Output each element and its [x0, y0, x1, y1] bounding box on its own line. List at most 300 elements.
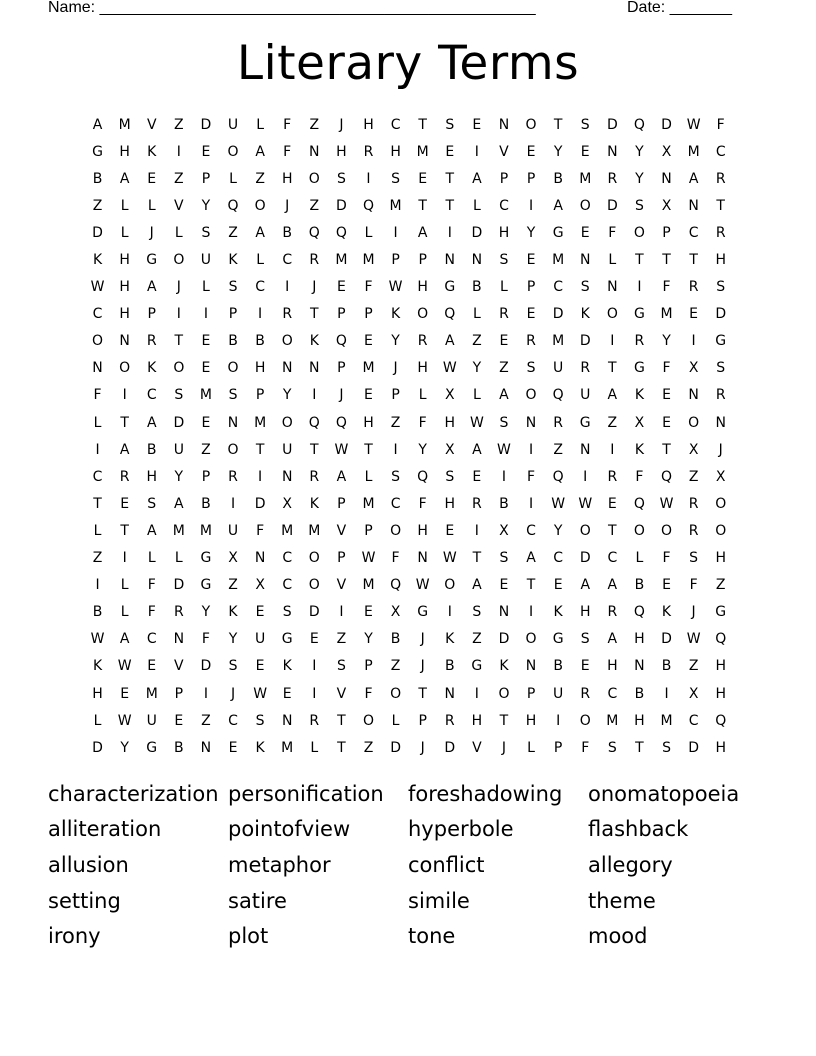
grid-letter: I [474, 522, 479, 539]
grid-letter: H [417, 279, 428, 296]
grid-letter: T [310, 441, 319, 458]
grid-letter: R [580, 360, 591, 377]
grid-letter: G [552, 224, 564, 241]
grid-letter: G [579, 414, 591, 431]
grid-letter: A [119, 441, 130, 458]
grid-letter: L [635, 550, 644, 567]
grid-letter: E [255, 604, 265, 621]
grid-letter: Q [308, 414, 320, 431]
grid-letter: E [364, 604, 373, 621]
grid-letter: E [201, 414, 211, 431]
grid-letter: K [634, 441, 645, 458]
grid-letter: T [608, 522, 617, 539]
grid-letter: T [526, 577, 536, 594]
grid-letter: F [527, 468, 536, 485]
grid-letter: O [390, 685, 402, 702]
grid-letter: H [119, 143, 130, 160]
grid-letter: P [337, 360, 346, 377]
grid-letter: O [92, 333, 104, 350]
grid-letter: I [258, 468, 263, 485]
grid-letter: N [525, 414, 537, 431]
grid-letter: Y [472, 360, 482, 377]
grid-letter: H [715, 739, 726, 756]
grid-letter: R [553, 414, 563, 431]
grid-letter: N [200, 739, 212, 756]
grid-letter: U [553, 685, 564, 702]
grid-letter: Q [362, 197, 374, 214]
grid-letter: H [471, 712, 483, 729]
word-bank-item: alliteration [48, 817, 162, 842]
grid-letter: W [117, 712, 132, 729]
grid-letter: J [718, 441, 723, 458]
grid-letter: H [715, 658, 726, 675]
grid-letter: C [282, 577, 293, 594]
grid-letter: M [145, 685, 158, 702]
grid-letter: A [472, 577, 482, 594]
grid-letter: N [227, 414, 239, 431]
worksheet-title: Literary Terms [236, 36, 580, 91]
grid-letter: Y [364, 631, 373, 648]
grid-letter: A [255, 143, 265, 160]
grid-letter: C [92, 468, 103, 485]
grid-letter: I [610, 333, 615, 350]
grid-letter: P [418, 252, 427, 269]
grid-letter: X [444, 387, 455, 404]
grid-letter: E [364, 387, 373, 404]
grid-letter: W [90, 279, 105, 296]
grid-letter: L [472, 197, 481, 214]
grid-letter: Q [633, 116, 645, 133]
grid-letter: E [309, 631, 319, 648]
grid-letter: W [469, 414, 484, 431]
grid-letter: C [688, 224, 699, 241]
grid-letter: N [309, 143, 320, 160]
grid-letter: H [119, 279, 130, 296]
grid-letter: T [120, 522, 129, 539]
grid-letter: O [498, 685, 510, 702]
grid-letter: O [525, 387, 537, 404]
grid-letter: A [146, 522, 157, 539]
grid-letter: Z [607, 414, 618, 431]
grid-letter: P [201, 468, 211, 485]
grid-letter: D [606, 197, 618, 214]
grid-letter: S [662, 739, 671, 756]
word-bank-item: satire [228, 888, 287, 913]
grid-letter: T [635, 252, 644, 269]
grid-letter: Z [390, 414, 401, 431]
grid-letter: A [417, 224, 428, 241]
grid-letter: E [580, 143, 590, 160]
grid-letter: R [309, 468, 320, 485]
grid-letter: K [309, 333, 319, 350]
grid-letter: B [472, 279, 482, 296]
grid-letter: E [553, 577, 563, 594]
grid-letter: O [688, 414, 700, 431]
grid-letter: R [119, 468, 130, 485]
grid-letter: H [281, 170, 293, 187]
grid-letter: Y [553, 143, 563, 160]
grid-letter: W [442, 550, 457, 567]
grid-letter: T [553, 116, 563, 133]
grid-letter: Z [92, 197, 103, 214]
grid-letter: D [552, 306, 564, 323]
grid-letter: F [716, 116, 725, 133]
grid-letter: O [715, 522, 727, 539]
grid-letter: O [525, 631, 537, 648]
grid-letter: F [283, 143, 292, 160]
grid-letter: M [687, 143, 700, 160]
grid-letter: L [174, 224, 183, 241]
grid-letter: E [201, 143, 211, 160]
grid-letter: A [688, 170, 699, 187]
grid-letter: E [228, 739, 238, 756]
grid-letter: S [255, 712, 265, 729]
grid-letter: Z [174, 170, 184, 187]
grid-letter: Z [201, 712, 211, 729]
grid-letter: A [92, 116, 103, 133]
grid-letter: L [608, 252, 617, 269]
grid-letter: S [526, 360, 536, 377]
grid-letter: H [634, 712, 645, 729]
grid-letter: N [607, 143, 618, 160]
word-bank-item: metaphor [228, 852, 331, 877]
grid-letter: T [120, 414, 129, 431]
grid-letter: K [499, 658, 509, 675]
grid-letter: T [174, 333, 184, 350]
grid-letter: F [581, 739, 590, 756]
grid-letter: F [662, 550, 671, 567]
grid-letter: E [526, 252, 536, 269]
grid-letter: Z [472, 631, 482, 648]
grid-letter: H [444, 414, 456, 431]
grid-letter: T [635, 739, 644, 756]
grid-letter: X [661, 143, 672, 160]
grid-letter: Y [174, 468, 184, 485]
grid-letter: U [254, 631, 266, 648]
grid-letter: P [337, 495, 346, 512]
grid-letter: X [661, 197, 672, 214]
grid-letter: O [281, 333, 293, 350]
grid-letter: E [282, 685, 292, 702]
grid-letter: X [715, 468, 726, 485]
grid-letter: R [282, 306, 293, 323]
grid-letter: K [634, 387, 645, 404]
grid-letter: W [497, 441, 511, 458]
grid-letter: H [146, 468, 157, 485]
grid-letter: C [553, 550, 564, 567]
grid-letter: T [689, 252, 698, 269]
grid-letter: W [415, 577, 430, 594]
grid-letter: W [253, 685, 268, 702]
grid-letter: U [227, 522, 239, 539]
grid-letter: V [146, 116, 157, 133]
grid-letter: X [282, 495, 292, 512]
grid-letter: V [499, 143, 509, 160]
grid-letter: M [552, 252, 565, 269]
grid-letter: L [120, 577, 129, 594]
grid-letter: B [444, 658, 455, 675]
grid-letter: Q [444, 306, 456, 323]
grid-letter: T [337, 739, 346, 756]
grid-letter: U [200, 252, 212, 269]
grid-letter: R [607, 468, 618, 485]
grid-letter: A [336, 468, 347, 485]
grid-letter: O [308, 577, 320, 594]
grid-letter: T [418, 197, 427, 214]
grid-letter: N [498, 116, 510, 133]
grid-letter: Q [308, 224, 320, 241]
grid-letter: N [281, 360, 293, 377]
word-bank-item: personification [228, 781, 384, 806]
grid-letter: A [174, 495, 184, 512]
grid-letter: S [472, 604, 482, 621]
grid-letter: M [308, 522, 321, 539]
grid-letter: P [553, 739, 563, 756]
grid-letter: I [501, 468, 507, 485]
grid-letter: I [393, 441, 398, 458]
grid-letter: L [93, 712, 102, 729]
grid-letter: D [579, 550, 591, 567]
grid-letter: M [281, 739, 294, 756]
grid-letter: O [633, 522, 645, 539]
grid-letter: N [715, 414, 726, 431]
grid-letter: C [499, 197, 509, 214]
grid-letter: E [201, 360, 211, 377]
grid-letter: R [499, 306, 509, 323]
grid-letter: M [579, 170, 592, 187]
grid-letter: A [472, 170, 482, 187]
grid-letter: O [227, 143, 239, 160]
grid-letter: N [498, 604, 510, 621]
grid-letter: K [147, 143, 157, 160]
grid-letter: S [445, 116, 455, 133]
grid-letter: F [662, 279, 671, 296]
grid-letter: E [526, 306, 536, 323]
grid-letter: B [553, 170, 563, 187]
grid-letter: L [229, 170, 237, 187]
grid-letter: G [281, 631, 293, 648]
grid-letter: H [417, 522, 428, 539]
grid-letter: J [285, 197, 290, 214]
grid-letter: Z [336, 631, 347, 648]
grid-letter: I [312, 387, 317, 404]
grid-letter: D [579, 333, 591, 350]
grid-letter: B [661, 658, 672, 675]
grid-letter: K [92, 252, 103, 269]
grid-letter: G [146, 739, 158, 756]
grid-letter: K [309, 495, 319, 512]
grid-letter: P [526, 170, 536, 187]
grid-letter: F [147, 577, 156, 594]
grid-letter: P [147, 306, 156, 323]
grid-letter: K [553, 604, 563, 621]
grid-letter: P [201, 170, 211, 187]
grid-letter: L [391, 712, 400, 729]
grid-letter: I [610, 441, 615, 458]
grid-letter: P [255, 387, 265, 404]
grid-letter: K [661, 604, 672, 621]
grid-letter: P [364, 522, 373, 539]
grid-letter: D [390, 739, 401, 756]
grid-letter: E [526, 143, 536, 160]
grid-letter: O [119, 360, 131, 377]
grid-letter: O [173, 360, 185, 377]
grid-letter: T [472, 550, 482, 567]
grid-letter: X [688, 685, 699, 702]
grid-letter: M [199, 522, 212, 539]
grid-letter: S [228, 387, 238, 404]
grid-letter: A [119, 631, 130, 648]
grid-letter: W [551, 495, 566, 512]
grid-letter: H [715, 550, 726, 567]
grid-letter: L [472, 387, 481, 404]
word-bank-item: allegory [588, 852, 673, 877]
grid-letter: M [281, 522, 294, 539]
grid-letter: I [95, 577, 100, 594]
grid-letter: D [173, 414, 185, 431]
grid-letter: Z [228, 577, 238, 594]
grid-letter: V [336, 577, 347, 594]
grid-letter: J [420, 658, 425, 675]
grid-letter: T [364, 441, 373, 458]
grid-letter: S [174, 387, 184, 404]
grid-letter: A [146, 414, 157, 431]
grid-letter: P [391, 252, 400, 269]
grid-letter: Z [255, 170, 265, 187]
grid-letter: F [147, 604, 156, 621]
grid-letter: Y [201, 604, 211, 621]
grid-letter: Q [633, 495, 645, 512]
grid-letter: U [282, 441, 293, 458]
grid-letter: E [147, 170, 157, 187]
word-bank-item: flashback [588, 817, 689, 842]
grid-letter: N [119, 333, 130, 350]
grid-letter: O [362, 712, 374, 729]
grid-letter: Z [688, 658, 699, 675]
letter-grid [84, 111, 734, 761]
grid-letter: Q [552, 468, 564, 485]
grid-letter: A [146, 279, 157, 296]
grid-letter: B [174, 739, 184, 756]
grid-letter: L [418, 387, 427, 404]
grid-letter: L [93, 414, 102, 431]
grid-letter: L [527, 739, 535, 756]
grid-letter: H [363, 116, 374, 133]
grid-letter: L [364, 468, 373, 485]
grid-letter: S [391, 170, 401, 187]
grid-letter: M [362, 577, 375, 594]
grid-letter: Z [309, 116, 320, 133]
grid-letter: C [715, 143, 726, 160]
grid-letter: A [472, 441, 482, 458]
grid-letter: S [716, 279, 726, 296]
grid-letter: B [201, 495, 211, 512]
grid-letter: J [149, 224, 154, 241]
grid-letter: M [335, 252, 348, 269]
word-bank-item: foreshadowing [408, 781, 563, 806]
grid-letter: N [661, 170, 672, 187]
grid-letter: Q [661, 468, 673, 485]
grid-letter: H [336, 143, 347, 160]
grid-letter: S [499, 414, 509, 431]
grid-letter: R [580, 685, 591, 702]
grid-letter: X [634, 414, 645, 431]
grid-letter: E [472, 468, 482, 485]
grid-letter: K [580, 306, 590, 323]
grid-letter: E [120, 495, 130, 512]
grid-letter: N [173, 631, 185, 648]
grid-letter: H [444, 495, 456, 512]
grid-letter: I [664, 685, 669, 702]
grid-letter: I [230, 495, 236, 512]
word-bank-item: theme [588, 888, 656, 913]
word-bank-item: characterization [48, 781, 219, 806]
grid-letter: Q [335, 224, 347, 241]
grid-letter: M [362, 360, 375, 377]
header-row [48, 0, 740, 18]
grid-letter: O [633, 224, 645, 241]
grid-letter: T [499, 712, 509, 729]
grid-letter: I [691, 333, 696, 350]
grid-letter: H [254, 360, 266, 377]
grid-letter: D [715, 306, 727, 323]
grid-letter: F [93, 387, 102, 404]
grid-letter: Y [282, 387, 292, 404]
grid-letter: E [336, 279, 346, 296]
grid-letter: I [312, 685, 317, 702]
grid-letter: S [499, 252, 509, 269]
grid-letter: R [688, 522, 699, 539]
word-bank-item: hyperbole [408, 817, 514, 842]
grid-letter: G [471, 658, 483, 675]
grid-letter: T [662, 252, 671, 269]
grid-letter: G [444, 279, 456, 296]
grid-letter: K [390, 306, 401, 323]
grid-letter: I [447, 224, 452, 241]
grid-letter: Z [363, 739, 374, 756]
grid-letter: O [579, 522, 591, 539]
grid-letter: B [255, 333, 265, 350]
grid-letter: D [661, 631, 672, 648]
grid-letter: E [445, 522, 455, 539]
grid-letter: C [228, 712, 238, 729]
grid-letter: C [282, 550, 293, 567]
grid-letter: N [579, 252, 591, 269]
grid-letter: O [281, 414, 293, 431]
grid-letter: W [361, 550, 376, 567]
grid-letter: S [336, 658, 346, 675]
grid-letter: S [336, 170, 346, 187]
grid-letter: P [526, 685, 536, 702]
grid-letter: E [174, 712, 184, 729]
grid-letter: K [228, 252, 238, 269]
grid-letter: G [146, 252, 158, 269]
grid-letter: E [418, 170, 428, 187]
grid-letter: N [607, 279, 618, 296]
grid-letter: V [174, 197, 184, 214]
grid-letter: N [688, 387, 699, 404]
grid-letter: V [472, 739, 482, 756]
grid-letter: Q [335, 414, 347, 431]
grid-letter: O [444, 577, 456, 594]
grid-letter: M [362, 495, 375, 512]
grid-letter: E [147, 658, 157, 675]
grid-letter: Y [526, 224, 536, 241]
grid-letter: F [608, 224, 617, 241]
grid-letter: S [228, 658, 238, 675]
grid-letter: A [580, 577, 591, 594]
grid-letter: R [526, 333, 536, 350]
